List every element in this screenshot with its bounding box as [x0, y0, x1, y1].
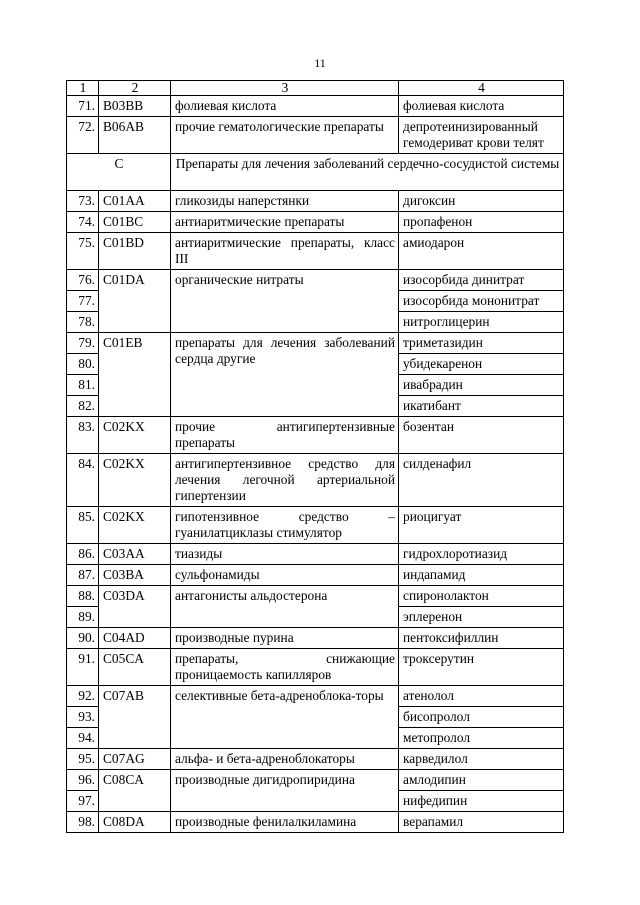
- drug-name: силденафил: [399, 454, 564, 507]
- header-cell: 3: [171, 81, 399, 96]
- drug-group: производные фенилалкиламина: [171, 812, 399, 833]
- drug-name: верапамил: [399, 812, 564, 833]
- drug-name: триметазидин: [399, 333, 564, 354]
- table-row: [67, 586, 564, 607]
- row-number: 96.: [67, 770, 99, 791]
- row-number: 85.: [67, 507, 99, 544]
- row-number: 77.: [67, 291, 99, 312]
- row-number: 87.: [67, 565, 99, 586]
- table-row: [67, 628, 564, 649]
- table-row: [67, 649, 564, 686]
- table-row: [67, 191, 564, 212]
- atc-code: C01BC: [99, 212, 171, 233]
- drug-name: икатибант: [399, 396, 564, 417]
- drug-group: препараты, снижающие проницаемость капилляров: [171, 649, 399, 686]
- drug-name: троксерутин: [399, 649, 564, 686]
- row-number: 76.: [67, 270, 99, 291]
- drug-name: нитроглицерин: [399, 312, 564, 333]
- drug-group: фолиевая кислота: [171, 96, 399, 117]
- row-number: 84.: [67, 454, 99, 507]
- row-number: 98.: [67, 812, 99, 833]
- drug-name: ивабрадин: [399, 375, 564, 396]
- table-row: [67, 565, 564, 586]
- atc-code: B06AB: [99, 117, 171, 154]
- drug-group: тиазиды: [171, 544, 399, 565]
- section-code: C: [67, 154, 171, 191]
- table-row: [67, 812, 564, 833]
- drug-group: антиаритмические препараты, класс III: [171, 233, 399, 270]
- atc-code: C03BA: [99, 565, 171, 586]
- table-header-row: [67, 81, 564, 96]
- atc-code: C01BD: [99, 233, 171, 270]
- row-number: 95.: [67, 749, 99, 770]
- drug-name: изосорбида мононитрат: [399, 291, 564, 312]
- table-row: [67, 770, 564, 791]
- table-row: [67, 233, 564, 270]
- drug-name: дигоксин: [399, 191, 564, 212]
- row-number: 97.: [67, 791, 99, 812]
- table-row: [67, 544, 564, 565]
- header-cell: 4: [399, 81, 564, 96]
- drug-table: [66, 80, 564, 833]
- table-row: [67, 686, 564, 707]
- drug-name: пропафенон: [399, 212, 564, 233]
- row-number: 78.: [67, 312, 99, 333]
- drug-group: сульфонамиды: [171, 565, 399, 586]
- drug-name: бисопролол: [399, 707, 564, 728]
- table-row: [67, 117, 564, 154]
- row-number: 92.: [67, 686, 99, 707]
- drug-group: антагонисты альдостерона: [171, 586, 399, 628]
- row-number: 89.: [67, 607, 99, 628]
- drug-name: метопролол: [399, 728, 564, 749]
- atc-code: C02KX: [99, 507, 171, 544]
- drug-name: бозентан: [399, 417, 564, 454]
- header-cell: 1: [67, 81, 99, 96]
- drug-group: альфа- и бета-адреноблокаторы: [171, 749, 399, 770]
- header-cell: 2: [99, 81, 171, 96]
- page-number: 11: [314, 56, 326, 70]
- atc-code: C04AD: [99, 628, 171, 649]
- drug-group: антиаритмические препараты: [171, 212, 399, 233]
- drug-name: карведилол: [399, 749, 564, 770]
- atc-code: C02KX: [99, 454, 171, 507]
- row-number: 71.: [67, 96, 99, 117]
- row-number: 93.: [67, 707, 99, 728]
- atc-code: C08DA: [99, 812, 171, 833]
- table-row: [67, 417, 564, 454]
- drug-name: гидрохлоротиазид: [399, 544, 564, 565]
- table-row: [67, 212, 564, 233]
- row-number: 74.: [67, 212, 99, 233]
- drug-name: пентоксифиллин: [399, 628, 564, 649]
- row-number: 94.: [67, 728, 99, 749]
- table-row: [67, 96, 564, 117]
- table-row: [67, 749, 564, 770]
- table-row: [67, 333, 564, 354]
- drug-group: гипотензивное средство – гуанилатциклазы стимулятор: [171, 507, 399, 544]
- atc-code: C07AB: [99, 686, 171, 749]
- atc-code: C03AA: [99, 544, 171, 565]
- row-number: 75.: [67, 233, 99, 270]
- section-title: Препараты для лечения заболеваний сердечно-сосудистой системы: [171, 154, 564, 191]
- drug-group: органические нитраты: [171, 270, 399, 333]
- atc-code: B03BB: [99, 96, 171, 117]
- drug-name: фолиевая кислота: [399, 96, 564, 117]
- drug-name: амиодарон: [399, 233, 564, 270]
- row-number: 73.: [67, 191, 99, 212]
- atc-code: C05CA: [99, 649, 171, 686]
- row-number: 83.: [67, 417, 99, 454]
- row-number: 72.: [67, 117, 99, 154]
- drug-group: прочие гематологические препараты: [171, 117, 399, 154]
- row-number: 82.: [67, 396, 99, 417]
- row-number: 88.: [67, 586, 99, 607]
- drug-name: убидекаренон: [399, 354, 564, 375]
- atc-code: C08CA: [99, 770, 171, 812]
- drug-group: производные дигидропиридина: [171, 770, 399, 812]
- atc-code: C03DA: [99, 586, 171, 628]
- row-number: 86.: [67, 544, 99, 565]
- drug-group: препараты для лечения заболеваний сердца другие: [171, 333, 399, 417]
- drug-name: изосорбида динитрат: [399, 270, 564, 291]
- table-row: [67, 270, 564, 291]
- drug-name: атенолол: [399, 686, 564, 707]
- row-number: 90.: [67, 628, 99, 649]
- drug-group: антигипертензивное средство для лечения легочной артериальной гипертензии: [171, 454, 399, 507]
- drug-name: нифедипин: [399, 791, 564, 812]
- drug-group: производные пурина: [171, 628, 399, 649]
- drug-name: депротеинизированный гемодериват крови телят: [399, 117, 564, 154]
- row-number: 81.: [67, 375, 99, 396]
- drug-name: риоцигуат: [399, 507, 564, 544]
- row-number: 80.: [67, 354, 99, 375]
- drug-group: гликозиды наперстянки: [171, 191, 399, 212]
- atc-code: C01DA: [99, 270, 171, 333]
- table-row: [67, 507, 564, 544]
- drug-name: эплеренон: [399, 607, 564, 628]
- atc-code: C02KX: [99, 417, 171, 454]
- atc-code: C01EB: [99, 333, 171, 417]
- atc-code: C07AG: [99, 749, 171, 770]
- section-row: [67, 154, 564, 191]
- drug-name: амлодипин: [399, 770, 564, 791]
- table-row: [67, 454, 564, 507]
- row-number: 79.: [67, 333, 99, 354]
- atc-code: C01AA: [99, 191, 171, 212]
- drug-name: спиронолактон: [399, 586, 564, 607]
- row-number: 91.: [67, 649, 99, 686]
- drug-group: прочие антигипертензивные препараты: [171, 417, 399, 454]
- drug-name: индапамид: [399, 565, 564, 586]
- drug-group: селективные бета-адреноблока-торы: [171, 686, 399, 749]
